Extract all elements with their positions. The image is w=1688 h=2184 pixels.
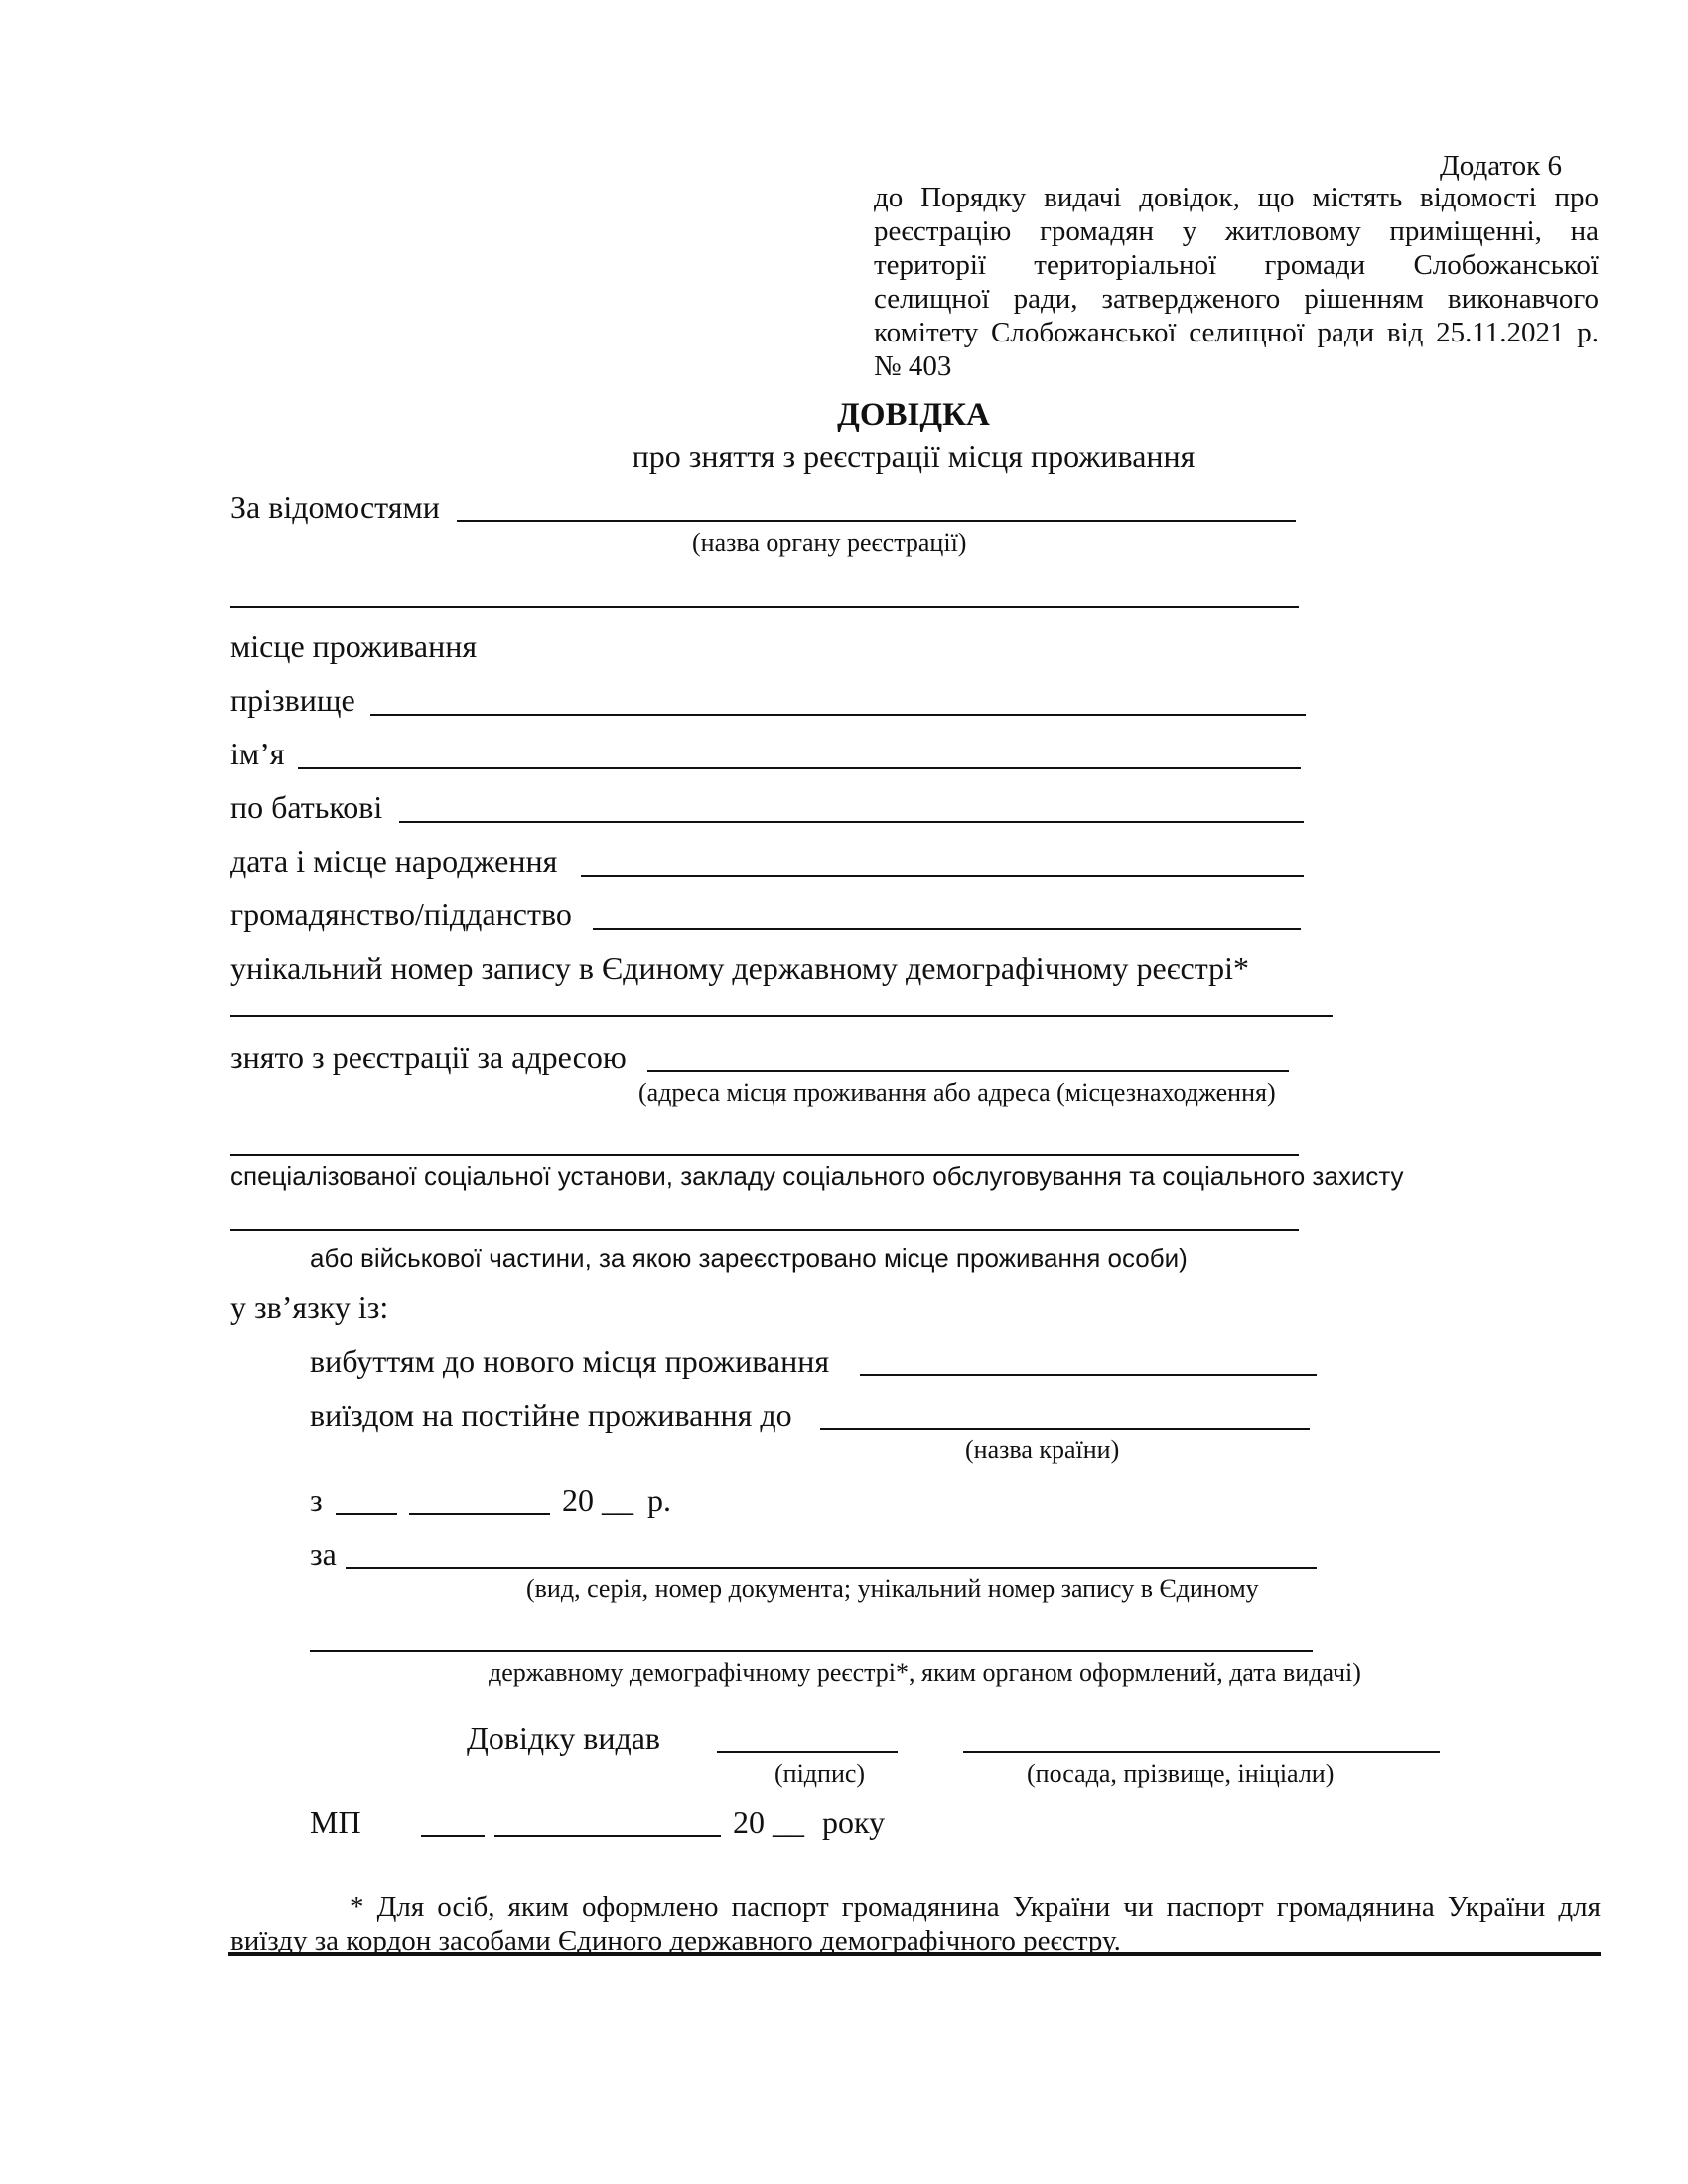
birth-field[interactable] (581, 875, 1304, 877)
position-field[interactable] (963, 1751, 1440, 1753)
residence-label: місце проживання (230, 628, 478, 664)
issued-label: Довідку видав (467, 1720, 661, 1756)
reason-move-label: вибуттям до нового місця проживання (310, 1343, 830, 1379)
issue-year: 20 __ (733, 1804, 804, 1840)
annex-number: Додаток 6 (1440, 150, 1562, 182)
annex-text: до Порядку видачі довідок, що містять відомості про реєстрацію громадян у житловому приміщенні, на території територіальної громади Слобожанської селищної ради, затвердженого рішенням виконавчого комітету Слобожанської селищної ради від 25.11.2021 р. № 403 (874, 182, 1599, 382)
issue-year-suffix: року (822, 1804, 886, 1840)
registration-body-field-line-2[interactable] (230, 606, 1299, 608)
country-caption: (назва країни) (965, 1435, 1120, 1464)
date-day-field[interactable] (336, 1513, 397, 1515)
date-year: 20 __ (562, 1482, 633, 1518)
address-field-line-3[interactable] (230, 1229, 1299, 1231)
deregistered-label: знято з реєстрації за адресою (230, 1039, 627, 1075)
citizenship-field[interactable] (593, 928, 1301, 930)
patronymic-field[interactable] (399, 821, 1304, 823)
name-field[interactable] (298, 767, 1301, 769)
birth-label: дата і місце народження (230, 843, 558, 879)
registration-body-field[interactable] (457, 520, 1296, 522)
reason-abroad-field[interactable] (820, 1428, 1310, 1430)
name-label: ім’я (230, 736, 285, 771)
reason-abroad-label: виїздом на постійне проживання до (310, 1397, 792, 1433)
date-prefix: з (310, 1482, 323, 1518)
registration-body-caption: (назва органу реєстрації) (692, 528, 967, 557)
date-month-field[interactable] (409, 1513, 550, 1515)
document-field-line-2[interactable] (310, 1650, 1313, 1652)
signature-caption: (підпис) (774, 1759, 866, 1788)
footnote: * Для осіб, яким оформлено паспорт громадянина України чи паспорт громадянина України для виїзду за кордон засобами Єдиного державного демографічного реєстру. (230, 1891, 1601, 1957)
document-caption-2: державному демографічному реєстрі*, яким органом оформлений, дата видачі) (489, 1658, 1361, 1687)
document-prefix: за (310, 1536, 337, 1571)
address-field-line-2[interactable] (230, 1154, 1299, 1156)
document-subtitle: про зняття з реєстрації місця проживання (632, 438, 1196, 474)
issue-month-field[interactable] (494, 1835, 721, 1837)
date-suffix: р. (647, 1482, 671, 1518)
surname-field[interactable] (370, 714, 1306, 716)
position-caption: (посада, прізвище, ініціали) (1027, 1759, 1335, 1788)
footnote-rule (228, 1952, 1601, 1956)
address-caption-3: або військової частини, за якою зареєстровано місце проживання особи) (310, 1243, 1188, 1273)
surname-label: прізвище (230, 682, 355, 718)
unique-number-field[interactable] (230, 1015, 1333, 1017)
unique-number-label: унікальний номер запису в Єдиному державному демографічному реєстрі* (230, 950, 1249, 986)
deregistered-address-field[interactable] (647, 1070, 1289, 1072)
document-caption-1: (вид, серія, номер документа; унікальний номер запису в Єдиному (526, 1574, 1259, 1603)
address-caption-2: спеціалізованої соціальної установи, закладу соціального обслуговування та соціального захисту (230, 1161, 1404, 1191)
document-field[interactable] (346, 1567, 1317, 1569)
signature-field[interactable] (717, 1751, 898, 1753)
document-title: ДОВІДКА (837, 397, 990, 433)
stamp-label: МП (310, 1804, 361, 1840)
patronymic-label: по батькові (230, 789, 383, 825)
reason-move-field[interactable] (860, 1374, 1317, 1376)
issue-day-field[interactable] (421, 1835, 485, 1837)
registration-body-label: За відомостями (230, 489, 440, 525)
citizenship-label: громадянство/підданство (230, 896, 572, 932)
address-caption-1: (адреса місця проживання або адреса (місцезнаходження) (638, 1078, 1276, 1107)
reason-label: у зв’язку із: (230, 1290, 389, 1325)
